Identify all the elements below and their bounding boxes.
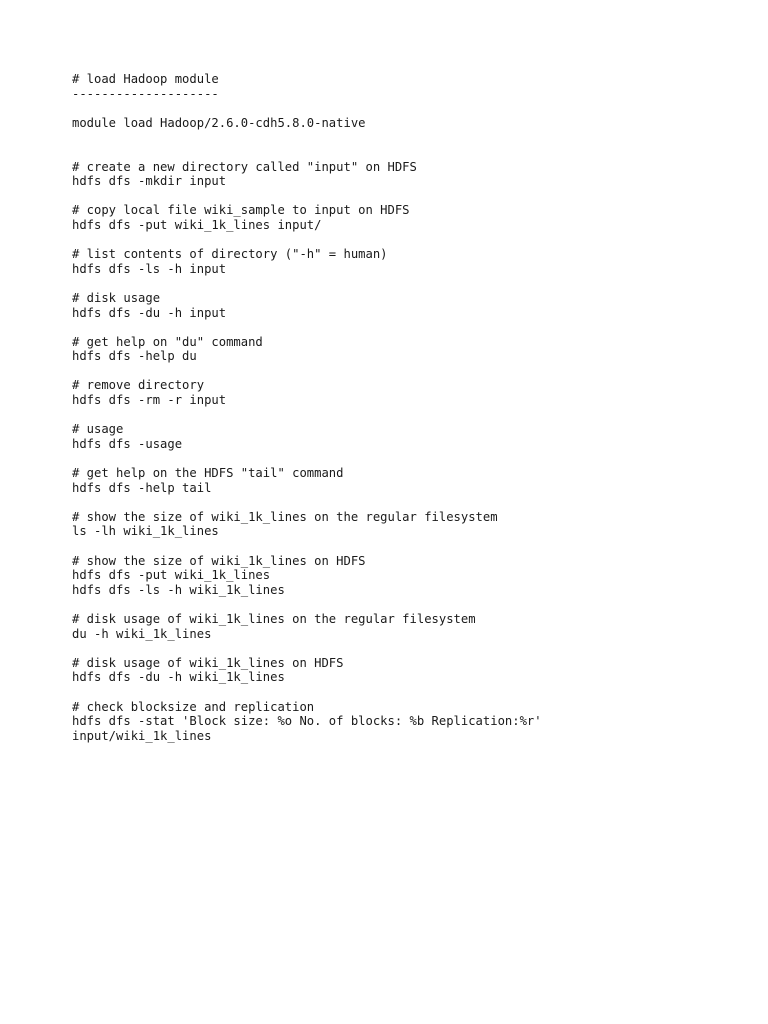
comment-line: # show the size of wiki_1k_lines on the regular filesystem (72, 509, 498, 524)
separator-line: -------------------- (72, 86, 219, 101)
command-line: hdfs dfs -usage (72, 436, 183, 451)
blank-line (72, 408, 752, 423)
blank-line (72, 685, 752, 700)
comment-line: # usage (72, 422, 124, 437)
command-line: hdfs dfs -put wiki_1k_lines (72, 568, 271, 583)
blank-line (72, 641, 752, 656)
blank-line (72, 130, 752, 145)
comment-line: # show the size of wiki_1k_lines on HDFS (72, 553, 366, 568)
blank-line (72, 539, 752, 554)
command-line: hdfs dfs -stat 'Block size: %o No. of blocks: %b Replication:%r' (72, 714, 542, 729)
comment-line: # check blocksize and replication (72, 699, 315, 714)
command-line: du -h wiki_1k_lines (72, 626, 212, 641)
comment-line: # disk usage of wiki_1k_lines on HDFS (72, 655, 344, 670)
command-line: hdfs dfs -du -h wiki_1k_lines (72, 670, 285, 685)
blank-line (72, 320, 752, 335)
command-line: hdfs dfs -help du (72, 349, 197, 364)
blank-line (72, 233, 752, 248)
comment-line: # copy local file wiki_sample to input on HDFS (72, 203, 410, 218)
command-line: hdfs dfs -du -h input (72, 305, 227, 320)
command-line: hdfs dfs -help tail (72, 480, 212, 495)
blank-line (72, 495, 752, 510)
comment-line: # disk usage of wiki_1k_lines on the regular filesystem (72, 611, 476, 626)
command-line: hdfs dfs -put wiki_1k_lines input/ (72, 217, 322, 232)
command-line: input/wiki_1k_lines (72, 728, 212, 743)
command-line: hdfs dfs -mkdir input (72, 174, 227, 189)
blank-line (72, 145, 752, 160)
comment-line: # remove directory (72, 378, 205, 393)
blank-line (72, 364, 752, 379)
command-line: hdfs dfs -rm -r input (72, 393, 227, 408)
comment-line: # load Hadoop module (72, 72, 219, 86)
comment-line: # get help on "du" command (72, 334, 263, 349)
blank-line (72, 276, 752, 291)
comment-line: # disk usage (72, 290, 161, 305)
command-line: hdfs dfs -ls -h input (72, 261, 227, 276)
comment-line: # get help on the HDFS "tail" command (72, 466, 344, 481)
command-line: hdfs dfs -ls -h wiki_1k_lines (72, 582, 285, 597)
script-text-body (72, 72, 752, 743)
comment-line: # list contents of directory ("-h" = human) (72, 247, 388, 262)
command-line: module load Hadoop/2.6.0-cdh5.8.0-native (72, 115, 366, 130)
command-line: ls -lh wiki_1k_lines (72, 524, 219, 539)
blank-line (72, 451, 752, 466)
blank-line (72, 597, 752, 612)
blank-line (72, 101, 752, 116)
comment-line: # create a new directory called "input" on HDFS (72, 159, 417, 174)
blank-line (72, 189, 752, 204)
